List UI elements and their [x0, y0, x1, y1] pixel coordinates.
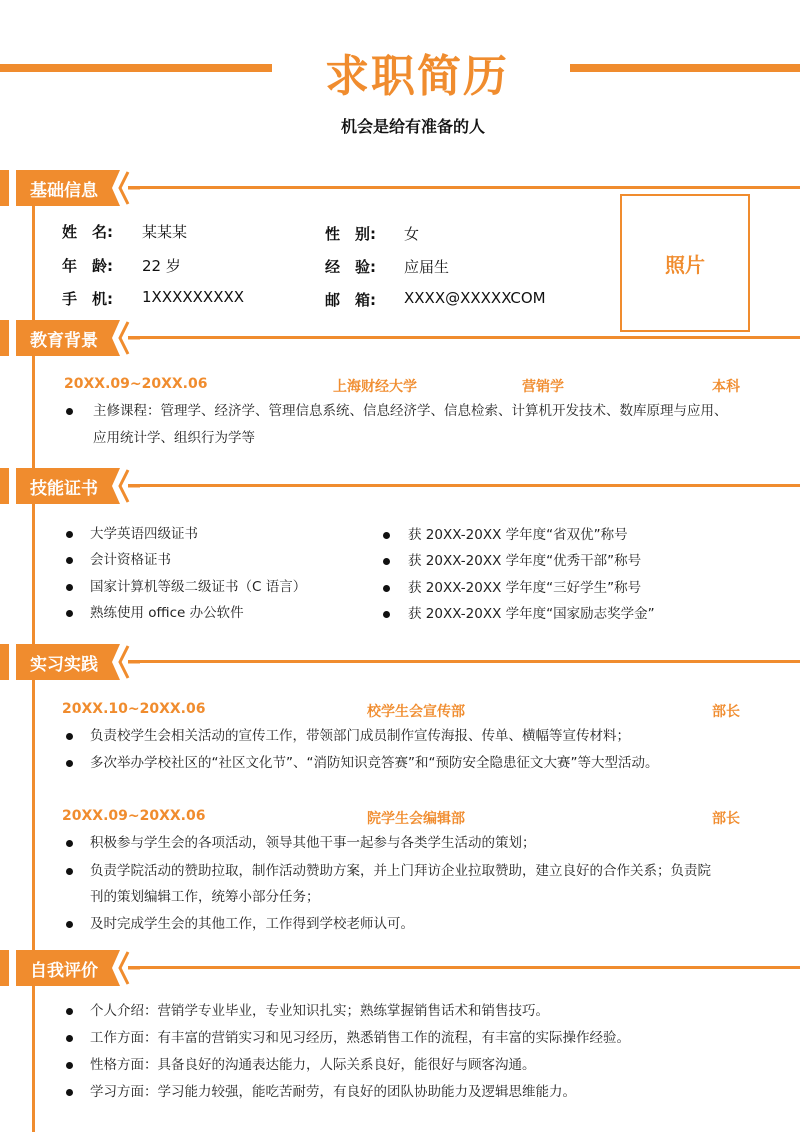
bullet	[66, 610, 73, 617]
section-header-skills	[0, 466, 800, 506]
photo-placeholder: 照片	[620, 194, 750, 332]
gender-label: 性 别:	[325, 225, 376, 243]
job2-role: 部长	[712, 811, 740, 827]
education-courses-line1: 主修课程：管理学、经济学、管理信息系统、信息经济学、信息检索、计算机开发技术、数库原理与应用、	[93, 403, 728, 419]
gender-value: 女	[404, 225, 420, 243]
email-label: 邮 箱:	[325, 291, 376, 309]
page-title: 求职简历	[325, 51, 509, 102]
section-title-basic: 基础信息	[30, 181, 98, 201]
self-item: 个人介绍：营销学专业毕业，专业知识扎实；熟练掌握销售话术和销售技巧。	[90, 1003, 549, 1019]
section-header-practice	[0, 642, 800, 682]
bullet	[383, 532, 390, 539]
bullet	[66, 1035, 73, 1042]
bullet	[66, 1062, 73, 1069]
self-item: 学习方面：学习能力较强，能吃苦耐劳，有良好的团队协助能力及逻辑思维能力。	[90, 1084, 576, 1100]
job1-item: 多次举办学校社区的“社区文化节”、“消防知识竞答赛”和“预防安全隐患征文大赛”等大型活动。	[90, 755, 659, 771]
experience-label: 经 验:	[325, 258, 376, 276]
bullet	[66, 921, 73, 928]
award-item: 获 20XX-20XX 学年度“省双优”称号	[408, 527, 628, 543]
bullet	[383, 558, 390, 565]
job1-role: 部长	[712, 704, 740, 720]
job1-org: 校学生会宣传部	[367, 704, 465, 720]
age-value: 22 岁	[142, 257, 181, 275]
experience-value: 应届生	[404, 258, 450, 276]
bullet	[66, 408, 73, 415]
award-item: 获 20XX-20XX 学年度“优秀干部”称号	[408, 553, 642, 569]
job2-item: 积极参与学生会的各项活动，领导其他干事一起参与各类学生活动的策划；	[90, 835, 536, 851]
job2-period: 20XX.09~20XX.06	[62, 808, 206, 824]
self-item: 性格方面：具备良好的沟通表达能力，人际关系良好，能很好与顾客沟通。	[90, 1057, 536, 1073]
job1-item: 负责校学生会相关活动的宣传工作，带领部门成员制作宣传海报、传单、横幅等宣传材料；	[90, 728, 630, 744]
section-header-education	[0, 318, 800, 358]
page-subtitle: 机会是给有准备的人	[340, 117, 485, 136]
education-period: 20XX.09~20XX.06	[64, 376, 208, 392]
bullet	[66, 1008, 73, 1015]
job2-item: 负责学院活动的赞助拉取，制作活动赞助方案，并上门拜访企业拉取赞助，建立良好的合作关系；负责院	[90, 863, 711, 879]
bullet	[66, 840, 73, 847]
skill-item: 会计资格证书	[90, 552, 171, 568]
job2-org: 院学生会编辑部	[367, 811, 465, 827]
email-value: XXXX@XXXXXCOM	[404, 289, 546, 307]
skill-item: 熟练使用 office 办公软件	[90, 605, 244, 621]
job1-period: 20XX.10~20XX.06	[62, 701, 206, 717]
section-title-education: 教育背景	[30, 331, 98, 351]
name-value: 某某某	[142, 223, 188, 241]
bullet	[66, 531, 73, 538]
phone-label: 手 机:	[62, 290, 113, 308]
bullet	[66, 1089, 73, 1096]
bullet	[66, 584, 73, 591]
job2-item-cont: 刊的策划编辑工作，统筹小部分任务；	[90, 889, 320, 905]
education-school: 上海财经大学	[333, 379, 417, 395]
education-courses-line2: 应用统计学、组织行为学等	[93, 430, 255, 446]
section-title-practice: 实习实践	[30, 655, 98, 675]
bullet	[66, 557, 73, 564]
section-header-self	[0, 948, 800, 988]
self-item: 工作方面：有丰富的营销实习和见习经历，熟悉销售工作的流程，有丰富的实际操作经验。	[90, 1030, 630, 1046]
skill-item: 国家计算机等级二级证书（C 语言）	[90, 579, 307, 595]
skill-item: 大学英语四级证书	[90, 526, 198, 542]
education-major: 营销学	[522, 379, 564, 395]
name-label: 姓 名:	[62, 223, 113, 241]
bullet	[383, 611, 390, 618]
education-degree: 本科	[712, 379, 740, 395]
award-item: 获 20XX-20XX 学年度“三好学生”称号	[408, 580, 642, 596]
section-title-self: 自我评价	[30, 961, 98, 981]
job2-item: 及时完成学生会的其他工作，工作得到学校老师认可。	[90, 916, 414, 932]
bullet	[66, 868, 73, 875]
age-label: 年 龄:	[62, 257, 113, 275]
phone-value: 1XXXXXXXXX	[142, 288, 245, 306]
bullet	[66, 733, 73, 740]
bullet	[383, 585, 390, 592]
bullet	[66, 760, 73, 767]
award-item: 获 20XX-20XX 学年度“国家励志奖学金”	[408, 606, 655, 622]
section-title-skills: 技能证书	[30, 479, 98, 499]
